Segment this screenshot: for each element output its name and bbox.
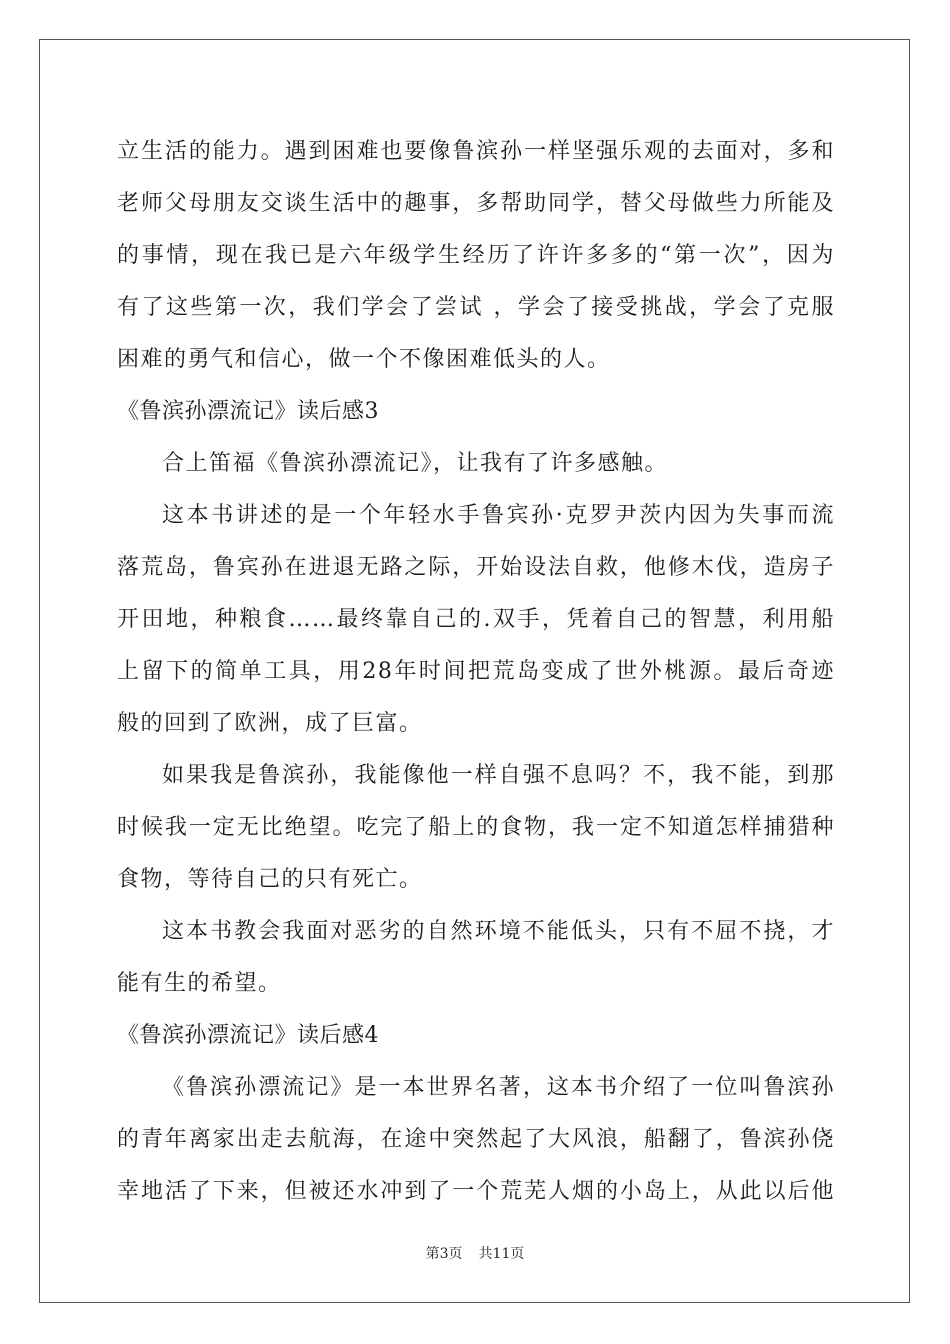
text-line: 这本书教会我面对恶劣的自然环境不能低头，只有不屈不挠，才 xyxy=(162,919,835,944)
text-line: 老师父母朋友交谈生活中的趣事，多帮助同学，替父母做些力所能及 xyxy=(117,191,835,216)
text-line: 《鲁滨孙漂流记》是一本世界名著，这本书介绍了一位叫鲁滨孙 xyxy=(162,1075,835,1100)
section-heading: 《鲁滨孙漂流记》读后感3 xyxy=(117,399,379,424)
text-line: 上留下的简单工具，用28年时间把荒岛变成了世外桃源。最后奇迹 xyxy=(117,659,835,684)
text-line: 的青年离家出走去航海，在途中突然起了大风浪，船翻了，鲁滨孙侥 xyxy=(117,1127,835,1152)
section-heading: 《鲁滨孙漂流记》读后感4 xyxy=(117,1023,379,1048)
page-total: 共11页 xyxy=(478,1246,525,1262)
text-line: 立生活的能力。遇到困难也要像鲁滨孙一样坚强乐观的去面对，多和 xyxy=(117,139,835,164)
page-number: 第3页 xyxy=(425,1246,463,1262)
text-line: 这本书讲述的是一个年轻水手鲁宾孙·克罗尹茨内因为失事而流 xyxy=(162,503,835,528)
page-footer xyxy=(0,1243,950,1263)
text-line: 般的回到了欧洲，成了巨富。 xyxy=(117,711,423,736)
text-line: 的事情，现在我已是六年级学生经历了许许多多的“第一次”，因为 xyxy=(117,243,835,268)
text-line: 有了这些第一次，我们学会了尝试 ，学会了接受挑战，学会了克服 xyxy=(117,295,835,320)
text-line: 开田地，种粮食……最终靠自己的.双手，凭着自己的智慧，利用船 xyxy=(117,607,835,632)
text-line: 食物，等待自己的只有死亡。 xyxy=(117,867,423,892)
text-line: 能有生的希望。 xyxy=(117,971,282,996)
text-line: 时候我一定无比绝望。吃完了船上的食物，我一定不知道怎样捕猎种 xyxy=(117,815,835,840)
text-line: 如果我是鲁滨孙，我能像他一样自强不息吗？不，我不能，到那 xyxy=(162,763,835,788)
text-line: 困难的勇气和信心，做一个不像困难低头的人。 xyxy=(117,347,611,372)
text-line: 幸地活了下来，但被还水冲到了一个荒芜人烟的小岛上，从此以后他 xyxy=(117,1179,835,1204)
text-line: 落荒岛，鲁宾孙在进退无路之际，开始设法自救，他修木伐，造房子 xyxy=(117,555,835,580)
document-body xyxy=(117,126,835,1218)
text-line: 合上笛福《鲁滨孙漂流记》，让我有了许多感触。 xyxy=(162,451,669,476)
